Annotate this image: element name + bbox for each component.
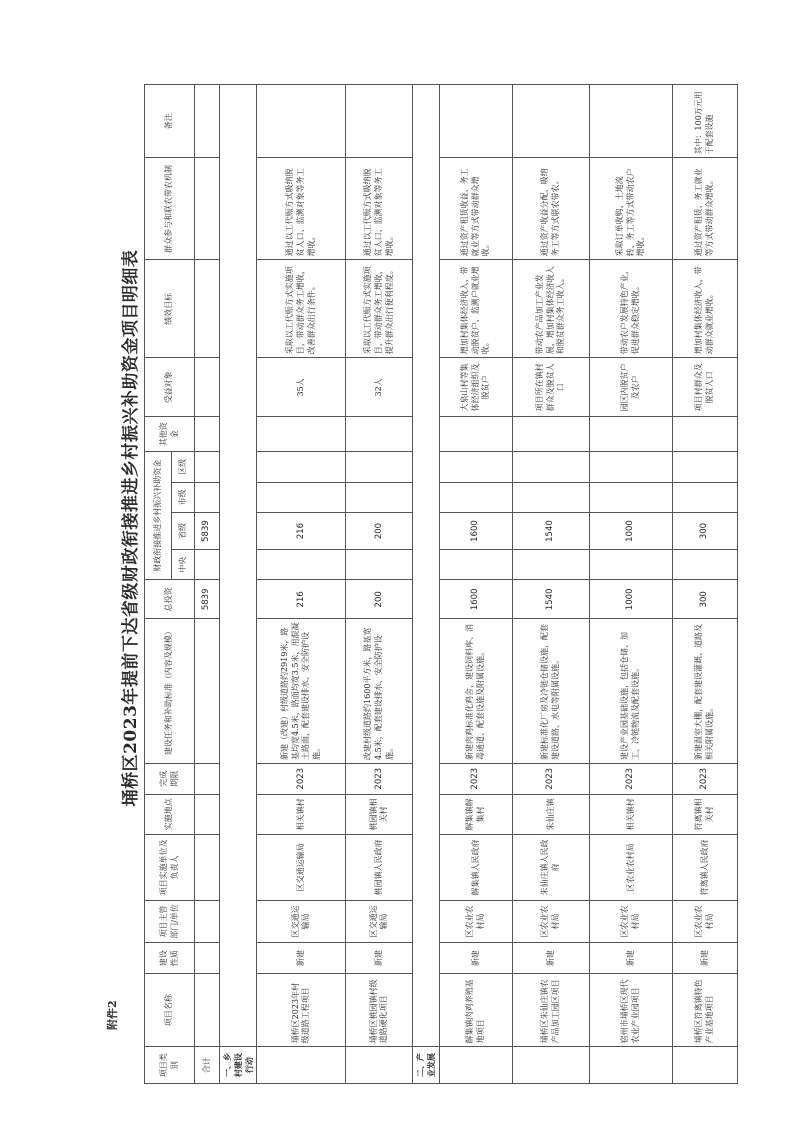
project-name: 埇桥区2023年村级道路工程项目 xyxy=(257,973,346,1046)
project-table xyxy=(144,84,738,1084)
project-mechanism: 采取订单收购、土地流转、务工等方式带动农户增收。 xyxy=(589,158,672,260)
section-row xyxy=(413,85,440,1084)
project-mechanism: 通过以工代赈方式吸纳脱贫人口、监测对象等务工增收。 xyxy=(346,158,413,260)
project-resp: 符离镇人民政府 xyxy=(672,835,737,900)
col-resp: 项目实施单位及负责人 xyxy=(145,835,195,900)
section-label: 二、产业发展 xyxy=(413,1047,440,1084)
project-resp: 区农业农村局 xyxy=(589,835,672,900)
col-category: 项目类别 xyxy=(145,1047,195,1084)
project-period: 2023 xyxy=(257,763,346,794)
project-dept: 区农业农村局 xyxy=(439,900,512,943)
project-nature: 新建 xyxy=(589,943,672,974)
project-nature: 新建 xyxy=(346,943,413,974)
project-total: 200 xyxy=(346,580,413,619)
document-title: 埇桥区2023年提前下达省级财政衔接推进乡村振兴补助资金项目明细表 xyxy=(121,249,141,807)
project-name: 宿州市埇桥区现代农业产业园项目 xyxy=(589,973,672,1046)
section-label: 一、乡村建设行动 xyxy=(220,1047,257,1084)
project-nature: 新建 xyxy=(257,943,346,974)
section-row xyxy=(220,85,257,1084)
project-location: 相关镇村 xyxy=(257,794,346,835)
project-content: 新建（改建）村级道路约2919米，路基均宽4.5米，路面均宽3.5米，用混凝土路面，配套建设排水、安全防护设施。 xyxy=(257,619,346,764)
project-nature: 新建 xyxy=(512,943,589,974)
table-row xyxy=(346,85,413,1084)
project-goal: 采取以工代赈方式实施项目，带动群众务工增收，改善群众出行条件。 xyxy=(257,260,346,358)
col-district: 区级 xyxy=(172,452,195,483)
col-name: 项目名称 xyxy=(145,973,195,1046)
project-remark: 其中：100万元用于配套设施 xyxy=(672,85,737,158)
project-beneficiary: 35人 xyxy=(257,358,346,417)
project-period: 2023 xyxy=(439,763,512,794)
project-total: 1600 xyxy=(439,580,512,619)
project-mechanism: 通过资产租赁收益、务工就业等方式带动群众增收。 xyxy=(439,158,512,260)
col-period: 完成期限 xyxy=(145,763,195,794)
table-row xyxy=(512,85,589,1084)
col-central: 中央 xyxy=(172,549,195,580)
project-total: 300 xyxy=(672,580,737,619)
project-location: 解集镇解集村 xyxy=(439,794,512,835)
project-beneficiary: 园区内脱贫户及农户 xyxy=(589,358,672,417)
project-table-sheet xyxy=(144,84,714,1084)
project-province: 1000 xyxy=(589,513,672,550)
col-other: 其他资金 xyxy=(145,417,195,452)
col-remark: 备注 xyxy=(145,85,195,158)
project-province: 200 xyxy=(346,513,413,550)
project-province: 300 xyxy=(672,513,737,550)
project-resp: 朱仙庄镇人民政府 xyxy=(512,835,589,900)
project-content: 新建温室大棚，配套建设灌溉、道路及相关附属设施。 xyxy=(672,619,737,764)
project-period: 2023 xyxy=(672,763,737,794)
project-name: 埇桥区桃园镇村级道路硬化项目 xyxy=(346,973,413,1046)
col-dept: 项目主管部门/单位 xyxy=(145,900,195,943)
project-name: 埇桥区符离镇特色产业基地项目 xyxy=(672,973,737,1046)
project-beneficiary: 项目村群众及脱贫人口 xyxy=(672,358,737,417)
project-location: 朱仙庄镇 xyxy=(512,794,589,835)
project-content: 建设产业园基础设施，包括仓储、加工、冷链物流及配套设施。 xyxy=(589,619,672,764)
project-location: 符离镇相关村 xyxy=(672,794,737,835)
project-content: 新建标准化厂房及冷链仓储设施，配套建设道路、水电等附属设施。 xyxy=(512,619,589,764)
project-province: 1540 xyxy=(512,513,589,550)
project-dept: 区农业农村局 xyxy=(589,900,672,943)
project-resp: 解集镇人民政府 xyxy=(439,835,512,900)
project-total: 216 xyxy=(257,580,346,619)
project-goal: 带动农产品加工产业发展，增加村集体经济收入和脱贫群众务工收入。 xyxy=(512,260,589,358)
project-dept: 区交通运输局 xyxy=(257,900,346,943)
project-mechanism: 通过以工代赈方式吸纳脱贫人口、监测对象等务工增收。 xyxy=(257,158,346,260)
header-row-1 xyxy=(145,85,172,1084)
project-dept: 区农业农村局 xyxy=(512,900,589,943)
project-mechanism: 通过资产收益分配、吸纳务工等方式联农带农。 xyxy=(512,158,589,260)
total-investment: 5839 xyxy=(195,580,220,619)
col-location: 实施地点 xyxy=(145,794,195,835)
col-beneficiary: 受益对象 xyxy=(145,358,195,417)
col-province: 省级 xyxy=(172,513,195,550)
col-content: 建设任务和补助标准（内容及规模） xyxy=(145,619,195,764)
project-resp: 桃园镇人民政府 xyxy=(346,835,413,900)
project-total: 1540 xyxy=(512,580,589,619)
project-period: 2023 xyxy=(512,763,589,794)
col-city: 市级 xyxy=(172,482,195,513)
project-beneficiary: 大泉山村等集体经济组织及脱贫户 xyxy=(439,358,512,417)
project-location: 相关镇村 xyxy=(589,794,672,835)
col-goal: 绩效目标 xyxy=(145,260,195,358)
project-goal: 采取以工代赈方式实施项目，带动群众务工增收，提升群众出行便利程度。 xyxy=(346,260,413,358)
table-row xyxy=(672,85,737,1084)
project-goal: 带动农户发展特色产业，促进群众稳定增收。 xyxy=(589,260,672,358)
project-period: 2023 xyxy=(589,763,672,794)
project-resp: 区交通运输局 xyxy=(257,835,346,900)
col-funding-group: 财政衔接推进乡村振兴补助资金 xyxy=(145,452,172,580)
project-province: 216 xyxy=(257,513,346,550)
project-beneficiary: 项目所在镇村群众及脱贫人口 xyxy=(512,358,589,417)
table-row xyxy=(439,85,512,1084)
project-content: 新建肉鸡标准化鸡舍，建设饲料库、消毒通道、配套设施及附属设施。 xyxy=(439,619,512,764)
project-period: 2023 xyxy=(346,763,413,794)
project-dept: 区交通运输局 xyxy=(346,900,413,943)
project-mechanism: 通过资产租赁、务工就业等方式带动群众增收。 xyxy=(672,158,737,260)
project-location: 桃园镇相关村 xyxy=(346,794,413,835)
table-row xyxy=(589,85,672,1084)
project-content: 改建村级道路约1600平方米，路基宽4.5米，配套建设排水、安全防护设施。 xyxy=(346,619,413,764)
project-nature: 新建 xyxy=(672,943,737,974)
col-mechanism: 群众参与和联农带农机制 xyxy=(145,158,195,260)
col-total: 总投资 xyxy=(145,580,195,619)
total-label: 合计 xyxy=(195,1047,220,1084)
col-nature: 建设性质 xyxy=(145,943,195,974)
annex-label: 附件2 xyxy=(106,1000,119,1030)
total-province: 5839 xyxy=(195,513,220,550)
total-row xyxy=(195,85,220,1084)
project-beneficiary: 32人 xyxy=(346,358,413,417)
project-goal: 增加村集体经济收入，带动群众就业增收。 xyxy=(672,260,737,358)
project-goal: 增加村集体经济收入，带动脱贫户、监测户就业增收。 xyxy=(439,260,512,358)
project-name: 解集镇肉鸡养殖基地项目 xyxy=(439,973,512,1046)
project-nature: 新建 xyxy=(439,943,512,974)
project-total: 1000 xyxy=(589,580,672,619)
project-dept: 区农业农村局 xyxy=(672,900,737,943)
project-name: 埇桥区朱仙庄镇农产品加工园区项目 xyxy=(512,973,589,1046)
table-row xyxy=(257,85,346,1084)
project-province: 1600 xyxy=(439,513,512,550)
